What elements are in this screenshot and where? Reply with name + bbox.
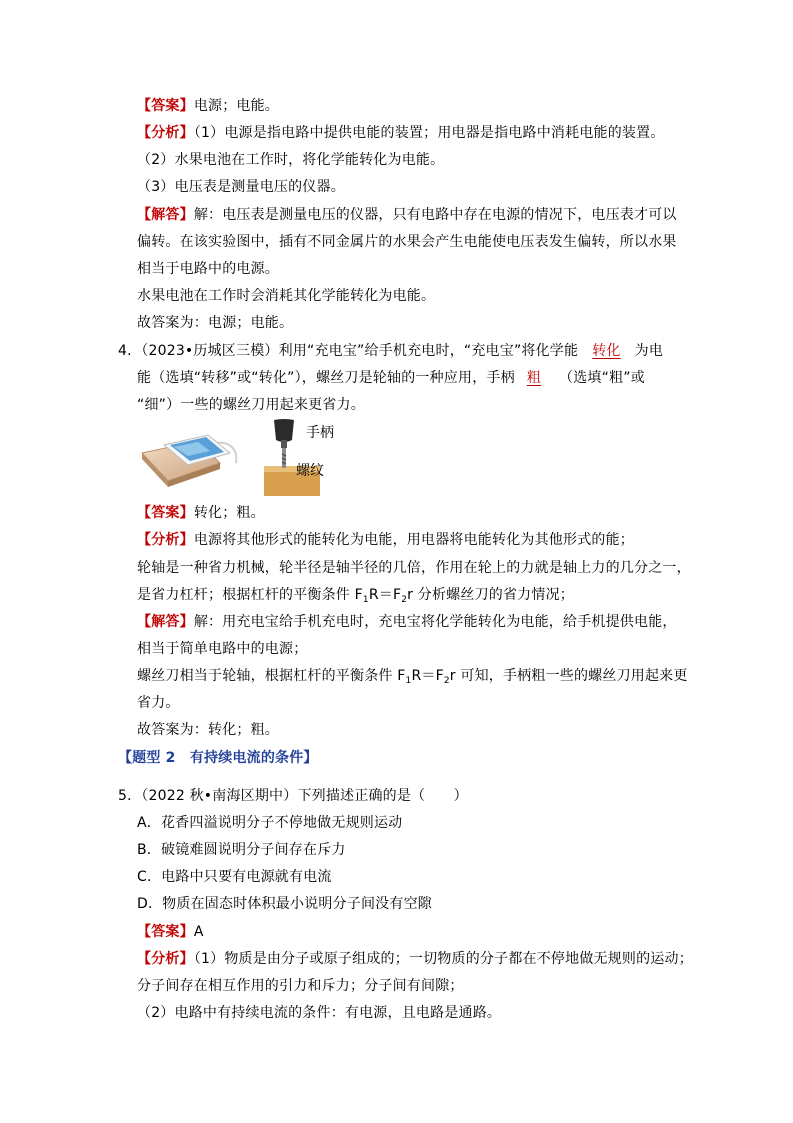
q3-analysis-line-2: （2）水果电池在工作时，将化学能转化为电能。	[137, 152, 445, 168]
q5-stem: 5．（2022 秋•南海区期中）下列描述正确的是（ ）	[118, 788, 468, 804]
answer-tag: 【答案】	[137, 924, 194, 940]
q4-answer-line	[137, 503, 265, 523]
q5-option-c: C．电路中只要有电源就有电流	[137, 869, 332, 885]
solution-text: 解：电压表是测量电压的仪器，只有电路中存在电源的情况下，电压表才可以	[193, 207, 677, 223]
answer-text: 电源；电能。	[193, 98, 280, 114]
analysis-text: R＝F	[368, 587, 402, 603]
q5-option-b: B．破镜难圆说明分子间存在斥力	[137, 842, 346, 858]
answer-tag: 【答案】	[137, 505, 194, 521]
q3-solution-line-4: 水果电池在工作时会消耗其化学能转化为电能。	[137, 288, 436, 304]
analysis-text: r 分析螺丝刀的省力情况；	[407, 587, 574, 603]
answer-tag: 【答案】	[137, 98, 194, 114]
q4-analysis-line-3	[137, 585, 574, 610]
analysis-tag: 【分析】	[137, 125, 194, 141]
q3-solution-line-1	[137, 205, 677, 225]
q4-solution-line-3	[137, 666, 688, 691]
section-heading: 【题型 2 有持续电流的条件】	[118, 750, 318, 766]
subscript: 2	[443, 676, 450, 686]
q5-option-a: A．花香四溢说明分子不停地做无规则运动	[137, 815, 403, 831]
q3-final-answer: 故答案为：电源；电能。	[137, 315, 294, 331]
subscript: 1	[405, 676, 412, 686]
solution-text: r 可知，手柄粗一些的螺丝刀用起来更	[449, 668, 688, 684]
fig-label-thread: 螺纹	[296, 463, 324, 479]
q5-analysis-line-3: （2）电路中有持续电流的条件：有电源，且电路是通路。	[137, 1005, 502, 1021]
q4-final-answer: 故答案为：转化；粗。	[137, 722, 279, 738]
q4-analysis-line-2: 轮轴是一种省力机械，轮半径是轴半径的几倍，作用在轮上的力就是轴上力的几分之一，	[137, 560, 691, 576]
q4-solution-line-4: 省力。	[137, 695, 180, 711]
solution-tag: 【解答】	[137, 614, 194, 630]
analysis-tag: 【分析】	[137, 532, 194, 548]
answer-text: A	[193, 924, 204, 940]
q4-analysis-line-1	[137, 530, 634, 550]
q3-answer-line	[137, 96, 279, 116]
q4-blank-2: 粗	[526, 370, 542, 386]
q4-stem-text: 能（选填“转移”或“转化”），螺丝刀是轮轴的一种应用，手柄	[137, 370, 515, 386]
q5-option-d: D．物质在固态时体积最小说明分子间没有空隙	[137, 896, 432, 912]
q5-analysis-line-2: 分子间存在相互作用的引力和斥力；分子间有间隙；	[137, 978, 464, 994]
q5-answer-line	[137, 922, 204, 942]
q3-analysis-line-3: （3）电压表是测量电压的仪器。	[137, 179, 345, 195]
analysis-text: （1）物质是由分子或原子组成的；一切物质的分子都在不停地做无规则的运动；	[193, 951, 693, 967]
q4-stem-line-3: “细”）一些的螺丝刀用起来更省力。	[137, 397, 365, 413]
q4-solution-line-2: 相当于简单电路中的电源；	[137, 641, 308, 657]
q3-analysis-line-1	[137, 123, 665, 143]
solution-text: 解：用充电宝给手机充电时，充电宝将化学能转化为电能，给手机提供电能，	[193, 614, 677, 630]
q4-stem-text: （选填“粗”或	[559, 370, 645, 386]
fig-label-handle: 手柄	[306, 425, 334, 441]
q3-solution-line-3: 相当于电路中的电源。	[137, 261, 279, 277]
answer-text: 转化；粗。	[193, 505, 265, 521]
q5-analysis-line-1	[137, 949, 693, 969]
q4-solution-line-1	[137, 612, 677, 632]
solution-text: 螺丝刀相当于轮轴，根据杠杆的平衡条件 F	[137, 668, 406, 684]
analysis-text: 是省力杠杆；根据杠杆的平衡条件 F	[137, 587, 363, 603]
subscript: 1	[362, 595, 369, 605]
q4-stem-line-2	[137, 368, 645, 388]
q3-solution-line-2: 偏转。在该实验图中，插有不同金属片的水果会产生电能使电压表发生偏转，所以水果	[137, 234, 677, 250]
analysis-tag: 【分析】	[137, 951, 194, 967]
q4-blank-1: 转化	[592, 343, 621, 359]
q4-stem-line-1	[118, 341, 663, 361]
analysis-text: （1）电源是指电路中提供电能的装置；用电器是指电路中消耗电能的装置。	[193, 125, 665, 141]
subscript: 2	[401, 595, 408, 605]
q4-stem-text: 为电	[634, 343, 664, 359]
q4-stem-text: 4．（2023•历城区三模）利用“充电宝”给手机充电时，“充电宝”将化学能	[118, 343, 579, 359]
analysis-text: 电源将其他形式的能转化为电能，用电器将电能转化为其他形式的能；	[193, 532, 635, 548]
solution-tag: 【解答】	[137, 207, 194, 223]
solution-text: R＝F	[411, 668, 444, 684]
